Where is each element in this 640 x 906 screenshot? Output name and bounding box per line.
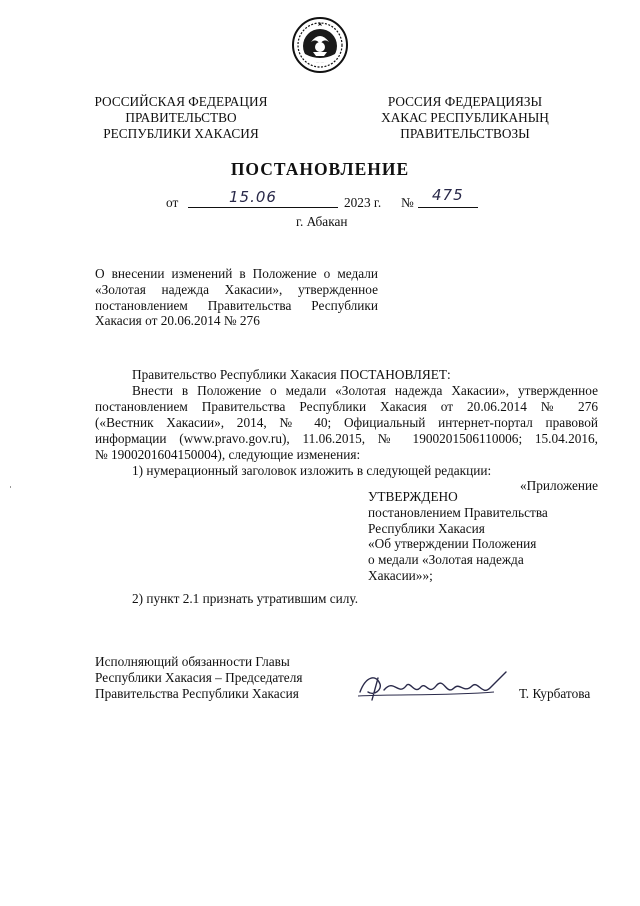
city-label: г. Абакан — [296, 214, 348, 229]
appendix-line: Республики Хакасия — [368, 520, 485, 536]
appendix-approval-block — [368, 489, 568, 584]
date-prefix: от — [166, 195, 179, 210]
body-line: («Вестник Хакасии», 2014, № 40; Официальный интернет-портал правовой — [95, 415, 598, 430]
header-left-line: РОССИЙСКАЯ ФЕДЕРАЦИЯ — [94, 94, 268, 109]
number-sign: № — [401, 195, 414, 210]
header-left-line: РЕСПУБЛИКИ ХАКАСИЯ — [103, 125, 259, 141]
body-line: постановлением Правительства Республики Хакасия от 20.06.2014 № 276 — [95, 399, 598, 414]
appendix-line: постановлением Правительства — [368, 504, 548, 520]
signatory-position-line: Исполняющий обязанности Главы — [95, 654, 290, 669]
appendix-line: УТВЕРЖДЕНО — [368, 489, 458, 504]
body-line: Правительство Республики Хакасия ПОСТАНОВЛЯЕТ: — [132, 367, 451, 382]
body-line: Внести в Положение о медали «Золотая надежда Хакасии», утвержденное — [132, 383, 598, 398]
body-line: «Приложение — [519, 478, 598, 493]
handwritten-number: 475 — [432, 186, 464, 204]
document-type-title: ПОСТАНОВЛЕНИЕ — [230, 159, 410, 179]
signatory-position-line: Правительства Республики Хакасия — [95, 685, 299, 701]
coat-of-arms-emblem — [291, 16, 349, 74]
date-number-line — [166, 186, 496, 213]
header-russian — [70, 94, 292, 141]
handwritten-date: 15.06 — [229, 188, 277, 206]
header-right-line: ХАКАС РЕСПУБЛИКАНЫҢ — [381, 109, 549, 125]
appendix-line: Хакасии»»; — [368, 567, 433, 583]
appendix-line: «Об утверждении Положения — [368, 536, 537, 552]
header-left-line: ПРАВИТЕЛЬСТВО — [125, 109, 237, 125]
body-line: 1) нумерационный заголовок изложить в следующей редакции: — [132, 463, 492, 478]
body-line: информации (www.pravo.gov.ru), 11.06.2015, № 1900201506110006; 15.04.2016, — [95, 431, 598, 446]
year-label: 2023 г. — [344, 195, 382, 210]
header-right-line: ПРАВИТЕЛЬСТВОЗЫ — [400, 125, 530, 141]
header-khakas — [355, 94, 575, 141]
signatory-position — [95, 654, 345, 701]
appendix-line: о медали «Золотая надежда — [368, 552, 524, 568]
scan-edge-mark — [10, 486, 11, 488]
body-line: 2) пункт 2.1 признать утратившим силу. — [132, 591, 359, 606]
signatory-name: Т. Курбатова — [519, 686, 591, 701]
header-right-line: РОССИЯ ФЕДЕРАЦИЯЗЫ — [387, 94, 543, 109]
document-subject: О внесении изменений в Положение о медали «Золотая надежда Хакасии», утвержденное постановлением Правительства Республики Хакасия от 20.06.2014 № 276 — [95, 266, 378, 329]
body-line: № 1900201604150004), следующие изменения: — [95, 447, 361, 462]
handwritten-signature — [354, 666, 514, 706]
signatory-position-line: Республики Хакасия – Председателя — [95, 669, 303, 685]
